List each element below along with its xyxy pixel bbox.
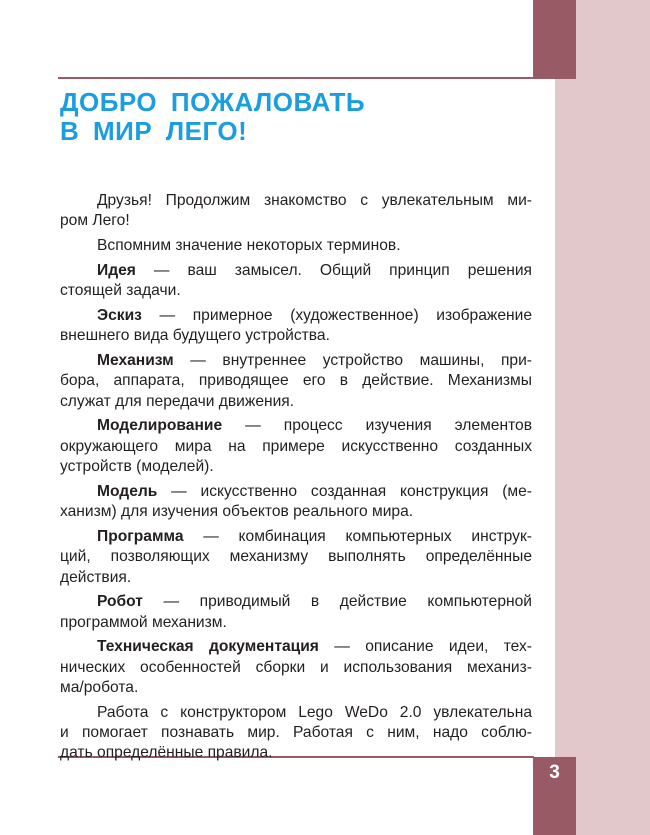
top-tab xyxy=(533,0,576,79)
text-line xyxy=(60,261,532,281)
line-text: нических особенностей сборки и использования механиз- xyxy=(60,658,532,676)
side-band-top xyxy=(576,0,650,78)
line-text: и помогает познавать мир. Работая с ним, надо соблю- xyxy=(60,724,532,742)
title-line: В МИР ЛЕГО! xyxy=(60,116,248,146)
line-text: — искусственно созданная конструкция (ме- xyxy=(157,482,532,500)
line-text: стоящей задачи. xyxy=(60,282,181,300)
line-text: бора, аппарата, приводящее его в действие. Механизмы xyxy=(60,372,532,390)
line-text: ром Лего! xyxy=(60,212,130,230)
text-line xyxy=(60,703,532,723)
text-line xyxy=(60,723,532,743)
text-line xyxy=(60,743,532,763)
paragraph xyxy=(60,261,532,302)
line-text: ханизм) для изучения объектов реального мира. xyxy=(60,503,414,521)
text-line xyxy=(60,547,532,567)
line-text: — примерное (художественное) изображение xyxy=(141,306,532,324)
line-text: — приводимый в действие компьютерной xyxy=(142,593,532,611)
line-text: устройств (моделей). xyxy=(60,458,214,476)
term: Программа xyxy=(97,527,184,545)
line-text: — процесс изучения элементов xyxy=(222,417,532,435)
paragraph xyxy=(60,416,532,477)
text-line xyxy=(60,437,532,457)
text-line xyxy=(60,191,532,211)
line-text: — комбинация компьютерных инструк- xyxy=(183,527,532,545)
title-line: ДОБРО ПОЖАЛОВАТЬ xyxy=(60,87,366,117)
text-line xyxy=(60,416,532,436)
line-text: — внутреннее устройство машины, при- xyxy=(173,352,532,370)
line-text: ций, позволяющих механизму выполнять определённые xyxy=(60,548,532,566)
side-band xyxy=(555,78,650,757)
term: Эскиз xyxy=(97,306,142,324)
term: Модель xyxy=(97,482,158,500)
paragraph xyxy=(60,592,532,633)
page-title xyxy=(60,88,365,146)
paragraph xyxy=(60,191,532,232)
text-line xyxy=(60,482,532,502)
line-text: Работа с конструктором Lego WeDo 2.0 увлекательна xyxy=(97,703,532,721)
text-line xyxy=(60,351,532,371)
body-text xyxy=(60,191,532,768)
paragraph xyxy=(60,703,532,764)
line-text: Друзья! Продолжим знакомство с увлекательным ми- xyxy=(97,192,532,209)
paragraph xyxy=(60,637,532,698)
text-line xyxy=(60,281,532,301)
line-text: дать определённые правила. xyxy=(60,744,273,762)
term: Моделирование xyxy=(97,417,223,435)
line-text: — описание идеи, тех- xyxy=(318,638,532,656)
text-line xyxy=(60,326,532,346)
text-line xyxy=(60,502,532,522)
text-line xyxy=(60,306,532,326)
text-line xyxy=(60,568,532,588)
text-line xyxy=(60,457,532,477)
paragraph xyxy=(60,351,532,412)
paragraph xyxy=(60,236,532,256)
page-number: 3 xyxy=(549,762,560,783)
text-line xyxy=(60,371,532,391)
text-line xyxy=(60,392,532,412)
text-line xyxy=(60,236,532,256)
text-line xyxy=(60,637,532,657)
term: Идея xyxy=(97,261,136,279)
line-text: окружающего мира на примере искусственно созданных xyxy=(60,437,532,455)
line-text: действия. xyxy=(60,568,132,586)
term: Робот xyxy=(97,593,143,611)
paragraph xyxy=(60,306,532,347)
line-text: служат для передачи движения. xyxy=(60,392,295,410)
term: Техническая документация xyxy=(97,638,319,656)
line-text: Вспомним значение некоторых терминов. xyxy=(97,237,401,255)
top-rule xyxy=(58,77,534,79)
line-text: программой механизм. xyxy=(60,613,227,631)
paragraph xyxy=(60,527,532,588)
line-text: ма/робота. xyxy=(60,679,139,697)
text-line xyxy=(60,678,532,698)
text-line xyxy=(60,613,532,633)
text-line xyxy=(60,527,532,547)
term: Механизм xyxy=(97,352,174,370)
line-text: внешнего вида будущего устройства. xyxy=(60,327,330,345)
text-line xyxy=(60,658,532,678)
line-text: — ваш замысел. Общий принцип решения xyxy=(135,261,532,279)
side-band-bottom xyxy=(576,757,650,835)
paragraph xyxy=(60,482,532,523)
text-line xyxy=(60,592,532,612)
text-line xyxy=(60,211,532,231)
